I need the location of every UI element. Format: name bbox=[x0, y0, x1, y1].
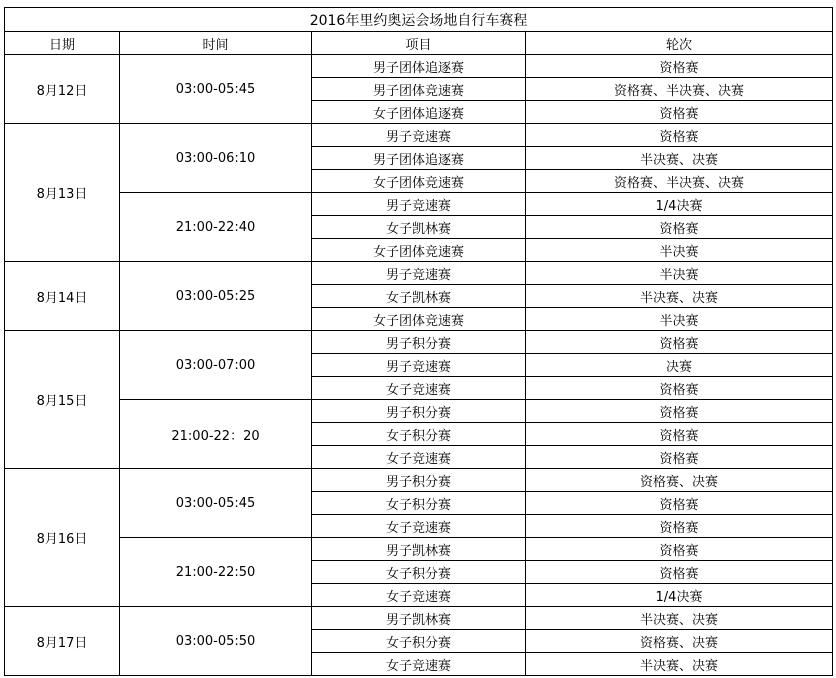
schedule-table bbox=[4, 7, 833, 676]
date-cell: 8月13日 bbox=[5, 124, 120, 262]
table-row bbox=[5, 124, 833, 147]
header-time: 时间 bbox=[120, 32, 312, 55]
header-date: 日期 bbox=[5, 32, 120, 55]
round-cell: 资格赛 bbox=[526, 561, 833, 584]
table-row bbox=[5, 538, 833, 561]
date-cell: 8月14日 bbox=[5, 262, 120, 331]
date-cell: 8月17日 bbox=[5, 607, 120, 676]
round-cell: 1/4决赛 bbox=[526, 193, 833, 216]
event-cell: 男子凯林赛 bbox=[312, 607, 526, 630]
round-cell: 资格赛 bbox=[526, 538, 833, 561]
round-cell: 1/4决赛 bbox=[526, 584, 833, 607]
time-cell: 03:00-05:50 bbox=[120, 607, 312, 676]
table-title-row bbox=[5, 8, 833, 32]
event-cell: 男子竞速赛 bbox=[312, 193, 526, 216]
time-cell: 03:00-05:45 bbox=[120, 469, 312, 538]
event-cell: 女子竞速赛 bbox=[312, 653, 526, 676]
event-cell: 男子团体追逐赛 bbox=[312, 55, 526, 78]
table-row bbox=[5, 193, 833, 216]
round-cell: 半决赛、决赛 bbox=[526, 285, 833, 308]
table-row bbox=[5, 262, 833, 285]
time-cell: 03:00-05:25 bbox=[120, 262, 312, 331]
event-cell: 男子凯林赛 bbox=[312, 538, 526, 561]
time-cell: 03:00-07:00 bbox=[120, 331, 312, 400]
round-cell: 资格赛、半决赛、决赛 bbox=[526, 170, 833, 193]
schedule-body bbox=[5, 55, 833, 676]
header-round: 轮次 bbox=[526, 32, 833, 55]
round-cell: 资格赛 bbox=[526, 55, 833, 78]
table-row bbox=[5, 400, 833, 423]
round-cell: 半决赛 bbox=[526, 308, 833, 331]
round-cell: 资格赛、决赛 bbox=[526, 630, 833, 653]
event-cell: 男子竞速赛 bbox=[312, 262, 526, 285]
round-cell: 资格赛 bbox=[526, 331, 833, 354]
event-cell: 女子积分赛 bbox=[312, 492, 526, 515]
round-cell: 半决赛 bbox=[526, 239, 833, 262]
event-cell: 男子积分赛 bbox=[312, 469, 526, 492]
time-cell: 21:00-22:40 bbox=[120, 193, 312, 262]
time-cell: 21:00-22：20 bbox=[120, 400, 312, 469]
round-cell: 资格赛 bbox=[526, 400, 833, 423]
table-row bbox=[5, 469, 833, 492]
event-cell: 女子凯林赛 bbox=[312, 285, 526, 308]
table-row bbox=[5, 607, 833, 630]
event-cell: 男子积分赛 bbox=[312, 331, 526, 354]
event-cell: 男子团体竞速赛 bbox=[312, 78, 526, 101]
date-cell: 8月15日 bbox=[5, 331, 120, 469]
date-cell: 8月16日 bbox=[5, 469, 120, 607]
table-row bbox=[5, 331, 833, 354]
round-cell: 资格赛 bbox=[526, 492, 833, 515]
event-cell: 男子竞速赛 bbox=[312, 354, 526, 377]
round-cell: 资格赛 bbox=[526, 515, 833, 538]
round-cell: 资格赛 bbox=[526, 216, 833, 239]
round-cell: 资格赛 bbox=[526, 101, 833, 124]
time-cell: 03:00-05:45 bbox=[120, 55, 312, 124]
event-cell: 女子竞速赛 bbox=[312, 446, 526, 469]
event-cell: 女子团体竞速赛 bbox=[312, 170, 526, 193]
time-cell: 21:00-22:50 bbox=[120, 538, 312, 607]
round-cell: 半决赛、决赛 bbox=[526, 653, 833, 676]
event-cell: 女子团体竞速赛 bbox=[312, 308, 526, 331]
round-cell: 决赛 bbox=[526, 354, 833, 377]
round-cell: 资格赛、决赛 bbox=[526, 469, 833, 492]
event-cell: 女子积分赛 bbox=[312, 423, 526, 446]
table-row bbox=[5, 55, 833, 78]
round-cell: 资格赛 bbox=[526, 124, 833, 147]
header-event: 项目 bbox=[312, 32, 526, 55]
event-cell: 男子团体追逐赛 bbox=[312, 147, 526, 170]
date-cell: 8月12日 bbox=[5, 55, 120, 124]
round-cell: 半决赛、决赛 bbox=[526, 147, 833, 170]
event-cell: 女子积分赛 bbox=[312, 630, 526, 653]
event-cell: 男子积分赛 bbox=[312, 400, 526, 423]
event-cell: 女子团体追逐赛 bbox=[312, 101, 526, 124]
event-cell: 女子团体竞速赛 bbox=[312, 239, 526, 262]
round-cell: 半决赛、决赛 bbox=[526, 607, 833, 630]
event-cell: 女子积分赛 bbox=[312, 561, 526, 584]
time-cell: 03:00-06:10 bbox=[120, 124, 312, 193]
event-cell: 女子凯林赛 bbox=[312, 216, 526, 239]
round-cell: 资格赛 bbox=[526, 423, 833, 446]
round-cell: 资格赛、半决赛、决赛 bbox=[526, 78, 833, 101]
event-cell: 女子竞速赛 bbox=[312, 515, 526, 538]
table-header-row bbox=[5, 32, 833, 55]
event-cell: 男子竞速赛 bbox=[312, 124, 526, 147]
table-title: 2016年里约奥运会场地自行车赛程 bbox=[5, 8, 833, 32]
round-cell: 资格赛 bbox=[526, 446, 833, 469]
event-cell: 女子竞速赛 bbox=[312, 377, 526, 400]
round-cell: 半决赛 bbox=[526, 262, 833, 285]
round-cell: 资格赛 bbox=[526, 377, 833, 400]
event-cell: 女子竞速赛 bbox=[312, 584, 526, 607]
